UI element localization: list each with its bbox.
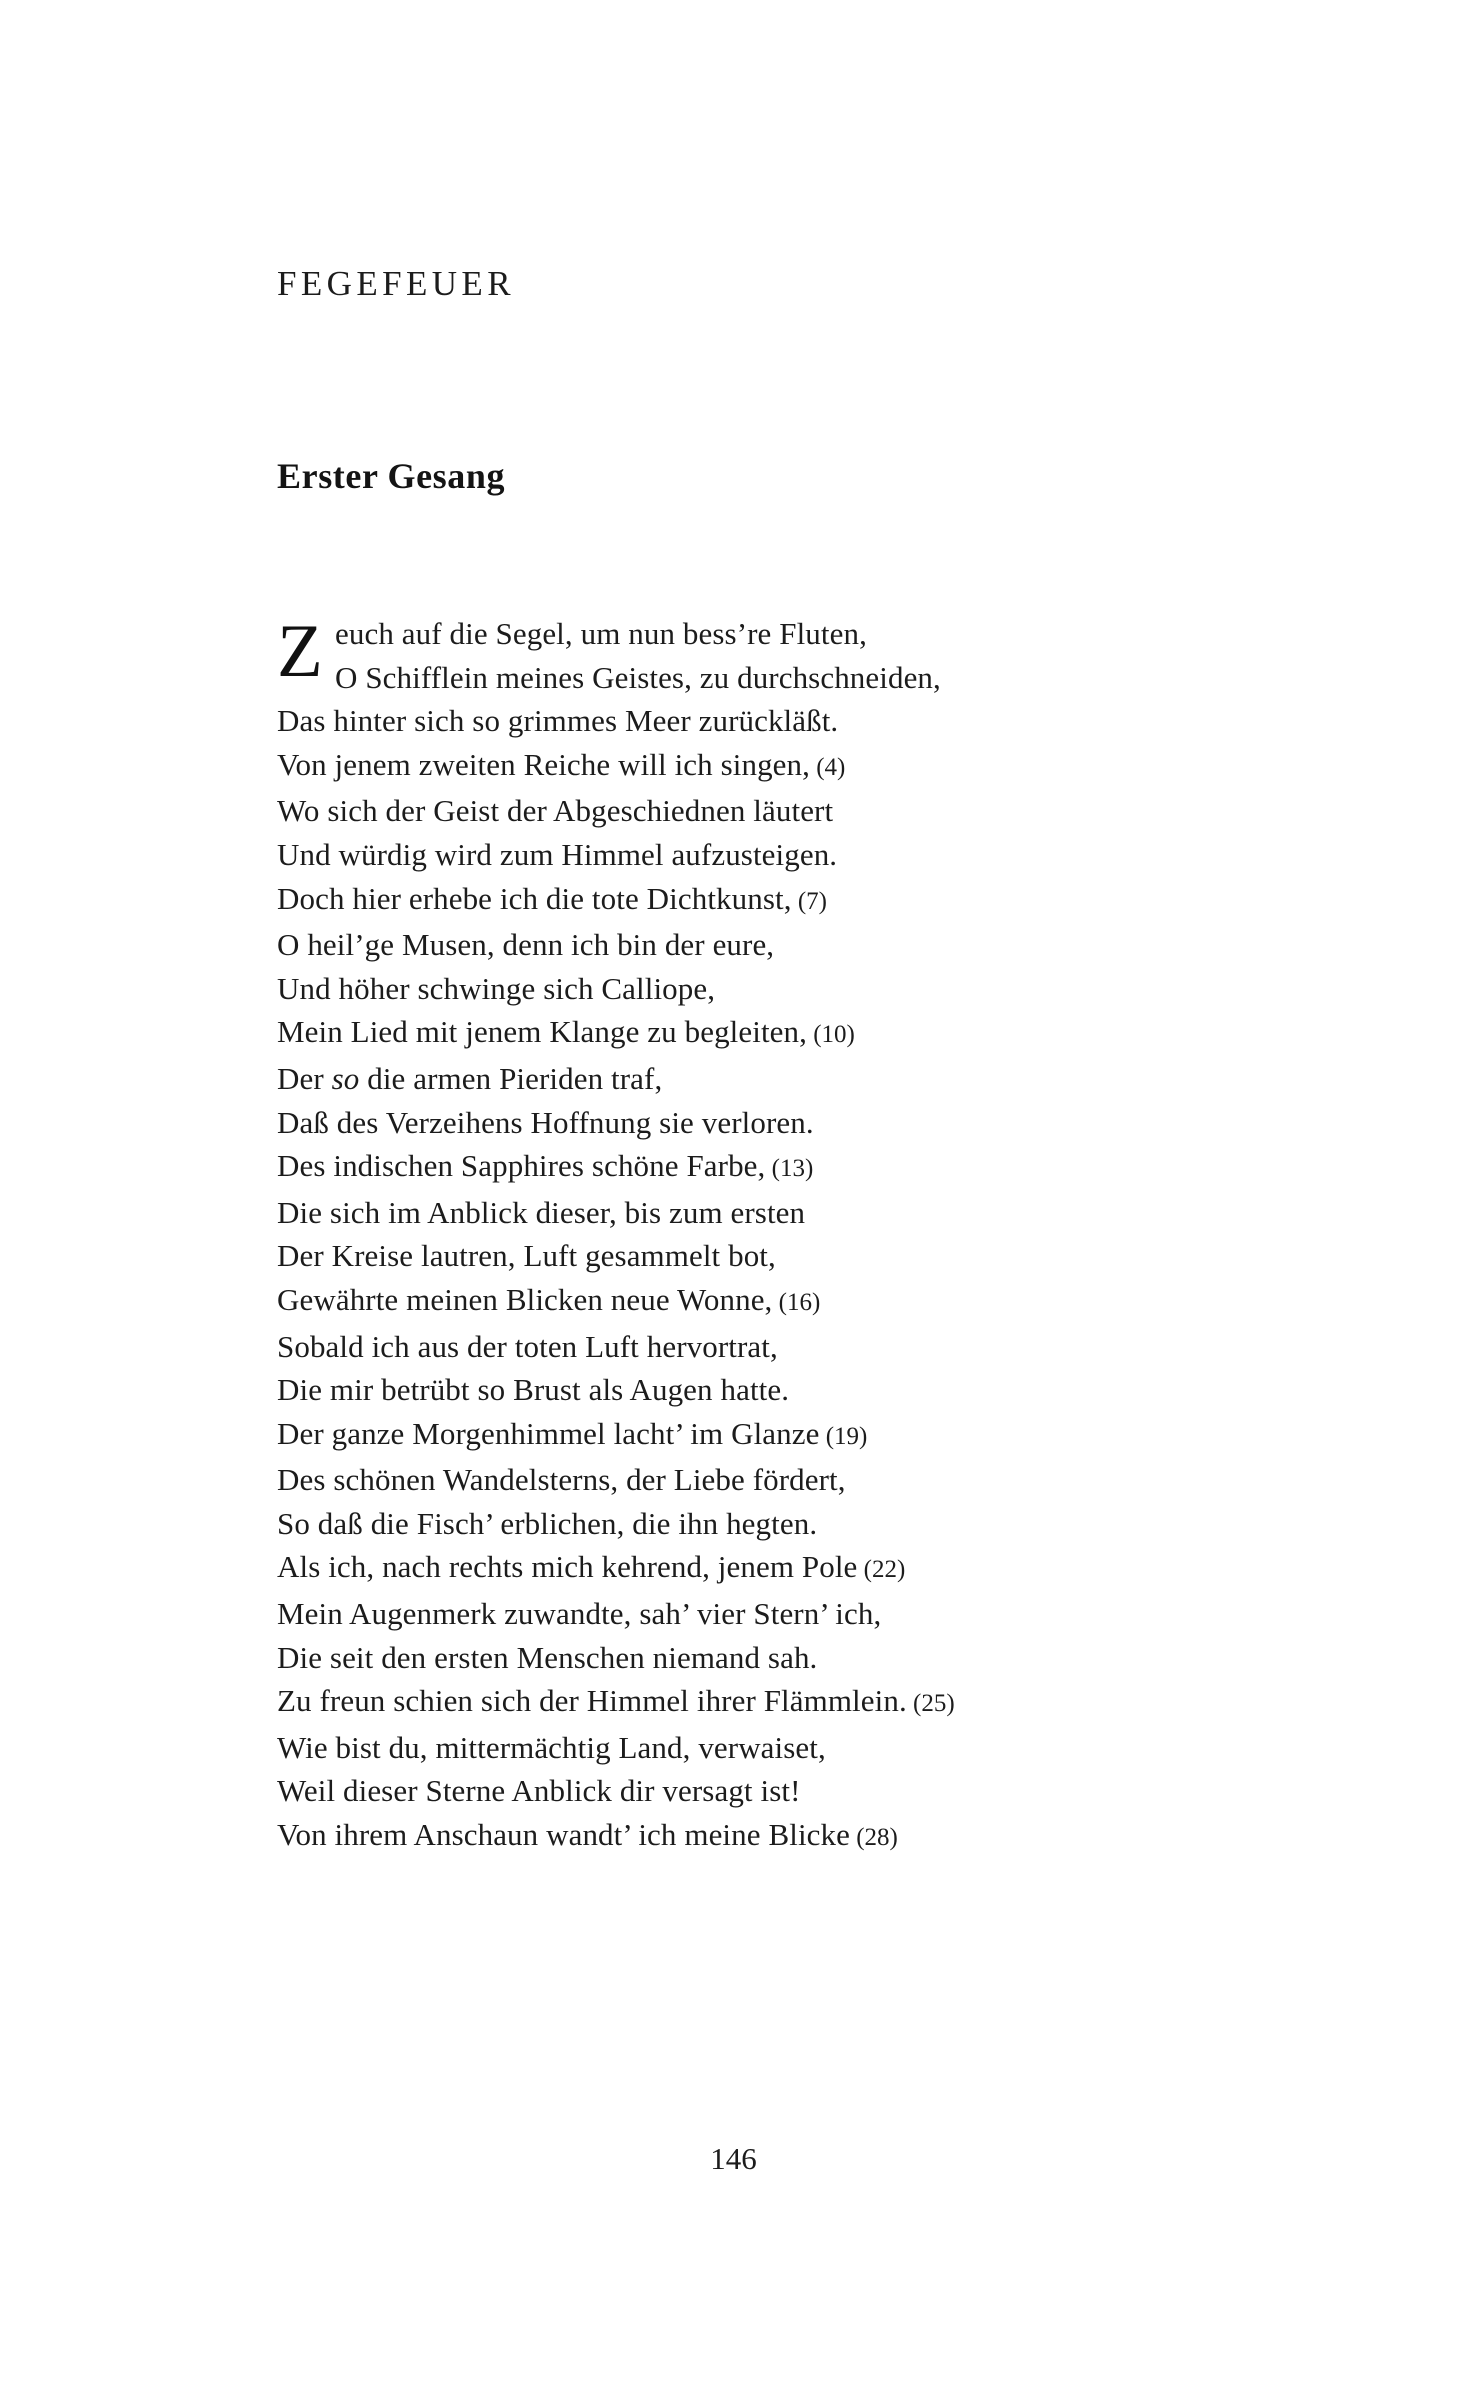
verse-line [277,1726,1337,1770]
verse-line [277,743,1337,790]
verse-line [277,1010,1337,1057]
verse-line [277,1813,1337,1860]
verse-text: Mein Augenmerk zuwandte, sah’ vier Stern’ ich, [277,1596,882,1632]
verse-line [277,1769,1337,1813]
verse-text: Und höher schwinge sich Calliope, [277,970,716,1006]
verse-line [277,1234,1337,1278]
verse-line [277,877,1337,924]
verse-line-number: (4) [809,753,846,781]
verse-line-number: (19) [819,1422,868,1450]
page-title: FEGEFEUER [277,264,515,303]
verse-line [277,923,1337,967]
verse-text: Von ihrem Anschaun wandt’ ich meine Blicke [277,1817,850,1853]
verse-text: So daß die Fisch’ erblichen, die ihn hegten. [277,1505,818,1541]
verse-line-number: (10) [806,1021,855,1049]
verse-container [277,612,1337,1860]
verse-line [277,699,1337,743]
verse-emphasis: so [331,1060,360,1096]
verse-line [277,1412,1337,1459]
verse-line [277,967,1337,1011]
verse-text: Des indischen Sapphires schöne Farbe, [277,1148,766,1184]
page-number: 146 [710,2141,757,2176]
verse-line-number: (22) [857,1556,906,1584]
verse-line-number: (28) [849,1824,898,1852]
poem-body [277,612,1337,1860]
verse-line-number: (13) [765,1155,814,1183]
verse-text: Die mir betrübt so Brust als Augen hatte. [277,1372,790,1408]
verse-line [277,1325,1337,1369]
verse-text: Weil dieser Sterne Anblick dir versagt ist! [277,1773,801,1809]
verse-text: Daß des Verzeihens Hoffnung sie verloren. [277,1104,814,1140]
verse-line [277,656,1337,700]
verse-text: Das hinter sich so grimmes Meer zurückläßt. [277,703,839,739]
verse-line [277,789,1337,833]
verse-line [277,1458,1337,1502]
verse-text: Die sich im Anblick dieser, bis zum ersten [277,1194,806,1230]
verse-line [277,1368,1337,1412]
verse-line [277,612,1337,656]
verse-line [277,1057,1337,1101]
verse-line-number: (25) [906,1690,955,1718]
verse-line [277,833,1337,877]
verse-line [277,1278,1337,1325]
verse-line [277,1191,1337,1235]
verse-text: O Schifflein meines Geistes, zu durchschneiden, [335,659,941,695]
verse-text: Der so die armen Pieriden traf, [277,1060,663,1096]
verse-line [277,1101,1337,1145]
verse-text: Zu freun schien sich der Himmel ihrer Flämmlein. [277,1683,907,1719]
verse-line [277,1545,1337,1592]
verse-text: Sobald ich aus der toten Luft hervortrat, [277,1328,778,1364]
verse-line [277,1636,1337,1680]
verse-text: euch auf die Segel, um nun bess’re Fluten, [335,616,867,651]
canto-heading: Erster Gesang [277,456,506,496]
verse-text: Der ganze Morgenhimmel lacht’ im Glanze [277,1415,820,1451]
verse-text: Wie bist du, mittermächtig Land, verwaiset, [277,1729,826,1765]
verse-text: Wo sich der Geist der Abgeschiednen läutert [277,793,834,829]
verse-line [277,1592,1337,1636]
verse-line [277,1679,1337,1726]
verse-text: Als ich, nach rechts mich kehrend, jenem Pole [277,1549,858,1585]
drop-cap: Z [277,610,323,693]
verse-text: O heil’ge Musen, denn ich bin der eure, [277,927,775,963]
verse-text: Des schönen Wandelsterns, der Liebe fördert, [277,1462,846,1498]
verse-text: Gewährte meinen Blicken neue Wonne, [277,1281,773,1317]
verse-text: Von jenem zweiten Reiche will ich singen, [277,746,810,782]
verse-text: Doch hier erhebe ich die tote Dichtkunst, [277,880,792,916]
verse-text: Und würdig wird zum Himmel aufzusteigen. [277,836,838,872]
verse-line [277,1144,1337,1191]
verse-line-number: (7) [791,887,827,915]
verse-text: Mein Lied mit jenem Klange zu begleiten, [277,1014,807,1050]
verse-line-number: (16) [772,1288,821,1316]
verse-text: Die seit den ersten Menschen niemand sah. [277,1639,818,1675]
verse-line [277,1502,1337,1546]
verse-text: Der Kreise lautren, Luft gesammelt bot, [277,1238,776,1274]
